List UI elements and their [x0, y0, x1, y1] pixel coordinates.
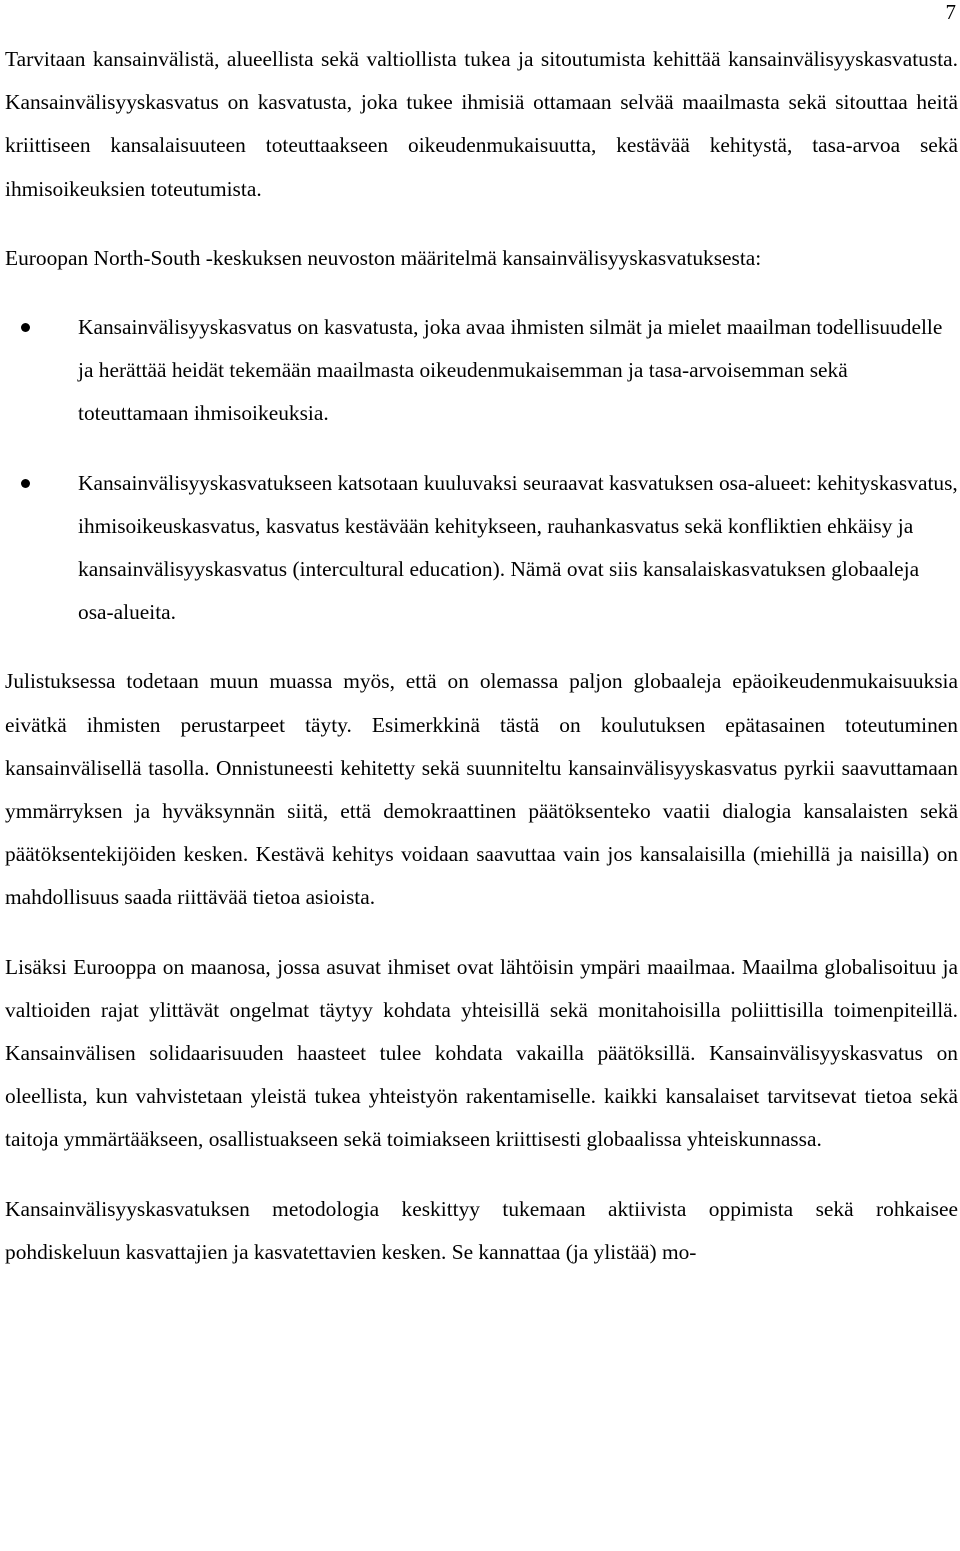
paragraph-definition-lead: Euroopan North-South -keskuksen neuvoston määritelmä kansainvälisyyskasvatuksesta:: [5, 245, 762, 270]
page-number: 7: [945, 0, 956, 24]
bullet-icon: [21, 479, 30, 488]
list-item-text: Kansainvälisyyskasvatus on kasvatusta, joka avaa ihmisten silmät ja mielet maailman todellisuudelle ja herättää heidät tekemään maailmasta oikeudenmukaisemman ja tasa-arvoisemman sekä toteuttamaan ihmisoikeuksia.: [78, 315, 943, 426]
bullet-icon: [21, 323, 30, 332]
paragraph-declaration: Julistuksessa todetaan muun muassa myös, että on olemassa paljon globaaleja epäoikeudenmukaisuuksia eivätkä ihmisten perustarpeet täyty. Esimerkkinä tästä on koulutuksen epätasainen toteutuminen kansainvälisellä tasolla. Onnistuneesti kehitetty sekä suunniteltu kansainvälisyyskasvatus pyrkii saavuttamaan ymmärryksen ja hyväksynnän siitä, että demokraattinen päätöksenteko vaatii dialogia kansalaisten sekä päätöksentekijöiden kesken. Kestävä kehitys voidaan saavuttaa vain jos kansalaisilla (miehillä ja naisilla) on mahdollisuus saada riittävää tietoa asioista.: [5, 669, 958, 910]
document-body: [5, 38, 958, 1274]
paragraph-methodology: Kansainvälisyyskasvatuksen metodologia keskittyy tukemaan aktiivista oppimista sekä rohkaisee pohdiskeluun kasvattajien ja kasvatettavien kesken. Se kannattaa (ja ylistää) mo-: [5, 1196, 958, 1264]
definition-list: [5, 306, 958, 634]
list-item-text: Kansainvälisyyskasvatukseen katsotaan kuuluvaksi seuraavat kasvatuksen osa-alueet: kehityskasvatus, ihmisoikeuskasvatus, kasvatus kestävään kehitykseen, rauhankasvatus sekä konfliktien ehkäisy ja kansainvälisyyskasvatus (intercultural education). Nämä ovat siis kansalaiskasvatuksen globaaleja osa-alueita.: [78, 470, 958, 625]
list-item: [5, 306, 958, 436]
paragraph-europe: Lisäksi Eurooppa on maanosa, jossa asuvat ihmiset ovat lähtöisin ympäri maailmaa. Maailma globalisoituu ja valtioiden rajat ylittävät ongelmat täytyy kohdata yhteisillä sekä monitahoisilla poliittisilla toimenpiteillä. Kansainvälisen solidaarisuuden haasteet tulee kohdata vakailla päätöksillä. Kansainvälisyyskasvatus on oleellista, kun vahvistetaan yleistä tukea yhteistyön rakentamiselle. kaikki kansalaiset tarvitsevat tietoa sekä taitoja ymmärtääkseen, osallistuakseen sekä toimiakseen kriittisesti globaalissa yhteiskunnassa.: [5, 954, 958, 1152]
list-item: [5, 462, 958, 635]
paragraph-intro: Tarvitaan kansainvälistä, alueellista sekä valtiollista tukea ja sitoutumista kehittää kansainvälisyyskasvatusta. Kansainvälisyyskasvatus on kasvatusta, joka tukee ihmisiä ottamaan selvää maailmasta sekä sitouttaa heitä kriittiseen kansalaisuuteen toteuttaakseen oikeudenmukaisuutta, kestävää kehitystä, tasa-arvoa sekä ihmisoikeuksien toteutumista.: [5, 47, 958, 201]
